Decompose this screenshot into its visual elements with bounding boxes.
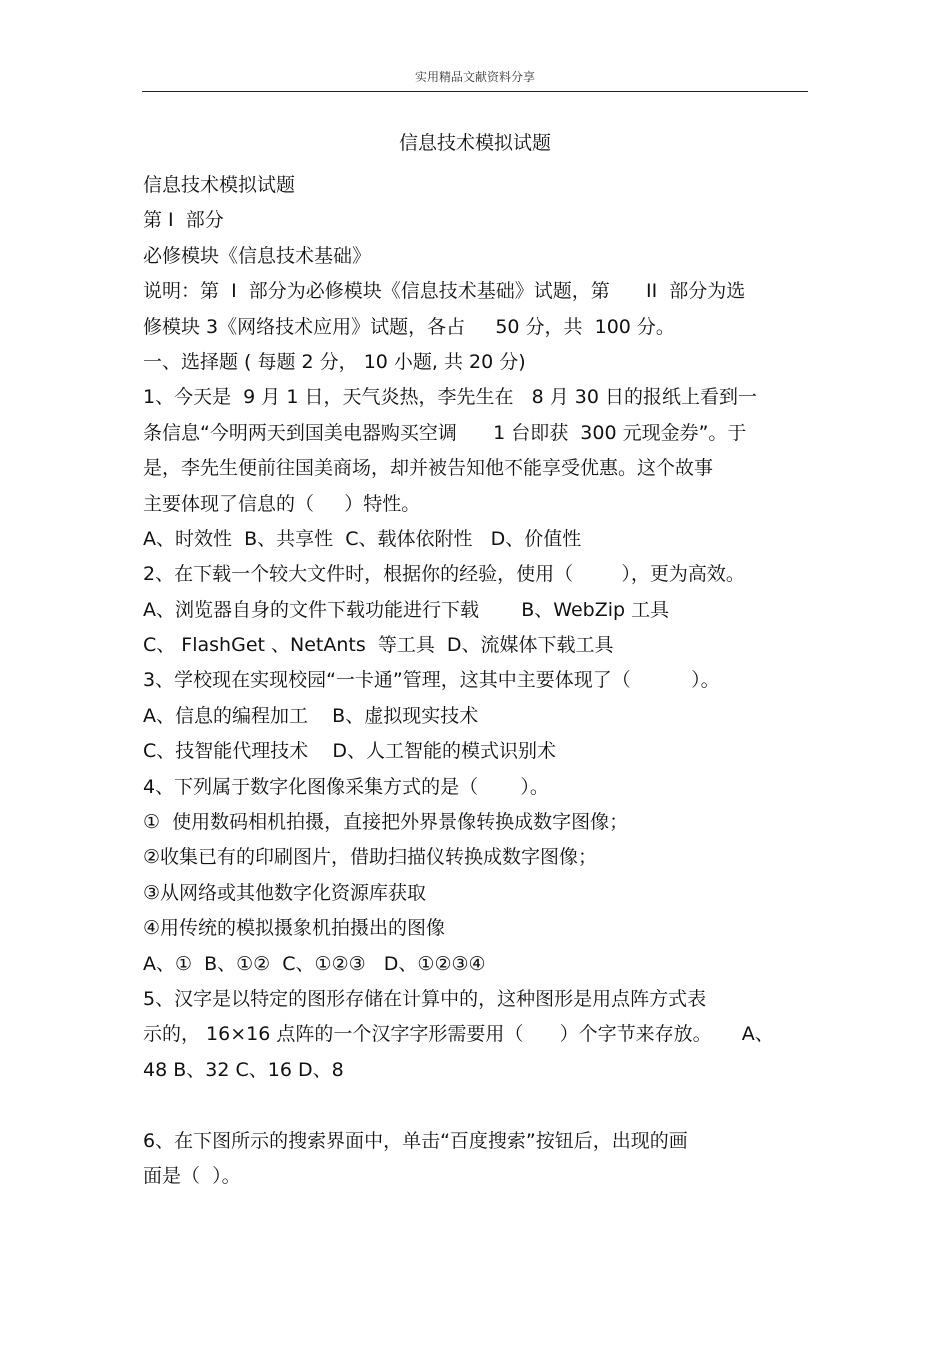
body-line-24: 5、汉字是以特定的图形存储在计算中的，这种图形是用点阵方式表 (143, 987, 707, 1010)
body-line-16: A、信息的编程加工 B、虚拟现实技术 (143, 704, 479, 727)
body-line-28: 6、在下图所示的搜索界面中，单击“百度搜索”按钮后，出现的画 (143, 1129, 688, 1152)
body-line-12: 2、在下载一个较大文件时，根据你的经验，使用（ ），更为高效。 (143, 563, 745, 586)
running-head: 实用精品文献资料分享 (414, 70, 535, 84)
body-line-14: C、 FlashGet 、NetAnts 等工具 D、流媒体下载工具 (143, 634, 614, 657)
body-line-5: 修模块 3《网络技术应用》试题，各占 50 分，共 100 分。 (143, 315, 675, 338)
document-body (143, 168, 823, 1194)
body-line-23: A、① B、①② C、①②③ D、①②③④ (143, 952, 486, 975)
body-line-13: A、浏览器自身的文件下载功能进行下载 B、WebZip 工具 (143, 598, 670, 621)
body-line-6: 一、选择题 ( 每题 2 分， 10 小题, 共 20 分) (143, 350, 526, 373)
body-line-17: C、技智能代理技术 D、人工智能的模式识别术 (143, 740, 557, 763)
body-line-19: ① 使用数码相机拍摄，直接把外界景像转换成数字图像； (143, 811, 629, 834)
blank-line (143, 1088, 823, 1123)
body-line-1: 信息技术模拟试题 (143, 174, 296, 196)
body-line-25: 示的， 16×16 点阵的一个汉字字形需要用（ ）个字节来存放。 A、 (143, 1023, 774, 1046)
body-line-11: A、时效性 B、共享性 C、载体依附性 D、价值性 (143, 527, 582, 550)
body-line-18: 4、下列属于数字化图像采集方式的是（ ）。 (143, 775, 549, 798)
body-line-4: 说明：第 I 部分为必修模块《信息技术基础》试题，第 II 部分为选 (143, 280, 746, 303)
body-line-22: ④用传统的模拟摄象机拍摄出的图像 (143, 917, 446, 940)
body-line-2: 第 I 部分 (143, 209, 224, 232)
body-line-26: 48 B、32 C、16 D、8 (143, 1058, 344, 1081)
body-line-20: ②收集已有的印刷图片，借助扫描仪转换成数字图像； (143, 846, 598, 869)
body-line-21: ③从网络或其他数字化资源库获取 (143, 881, 427, 904)
body-line-15: 3、学校现在实现校园“一卡通”管理，这其中主要体现了（ ）。 (143, 669, 720, 692)
document-title: 信息技术模拟试题 (398, 132, 551, 154)
body-line-7: 1、今天是 9 月 1 日，天气炎热，李先生在 8 月 30 日的报纸上看到一 (143, 386, 757, 409)
body-line-29: 面是（ ）。 (143, 1164, 241, 1187)
body-line-10: 主要体现了信息的（ ）特性。 (143, 492, 421, 515)
header-rule (142, 91, 808, 92)
body-line-9: 是，李先生便前往国美商场，却并被告知他不能享受优惠。这个故事 (143, 457, 714, 480)
body-line-8: 条信息“今明两天到国美电器购买空调 1 台即获 300 元现金券”。于 (143, 421, 747, 444)
body-line-3: 必修模块《信息技术基础》 (143, 244, 372, 267)
